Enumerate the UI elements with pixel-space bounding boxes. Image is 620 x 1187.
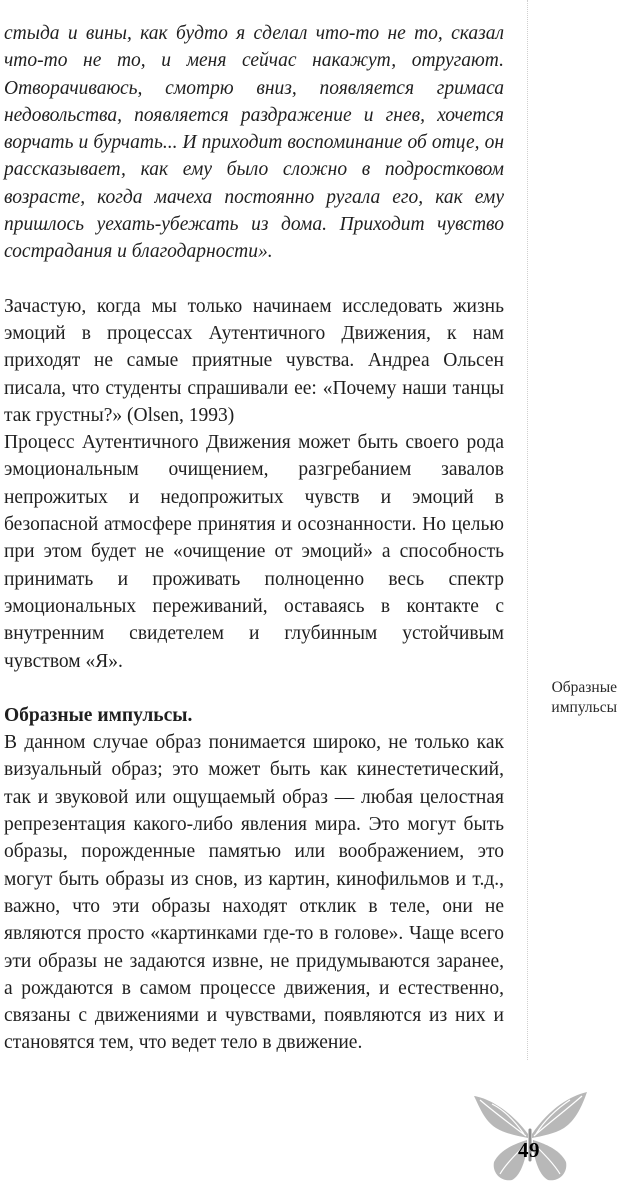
- paragraph-gap: [4, 675, 504, 702]
- paragraph-gap: [4, 266, 504, 293]
- page-number: 49: [518, 1138, 540, 1162]
- paragraph-cleansing: Процесс Аутентичного Движения может быть своего рода эмоциональным очищением, разгребанием завалов непрожитых и недопрожитых чувств и эмоций в безопасной атмосфере принятия и осознанности. Но целью при этом будет не «очищение от эмоций» а способность принимать и проживать полноценно весь спектр эмоциональных переживаний, оставаясь в контакте с внутренним свидетелем и глубинным устойчивым чувством «Я».: [4, 432, 504, 672]
- margin-note-line-2: импульсы: [551, 699, 617, 716]
- section-heading: Образные импульсы.: [4, 704, 193, 726]
- main-text-column: [4, 20, 504, 1057]
- margin-note: [545, 678, 617, 718]
- quote-continuation: стыда и вины, как будто я сделал что-то не то, сказал что-то не то, и меня сейчас накажут, отругают. Отворачиваюсь, смотрю вниз, появляется гримаса недовольства, появляется раздражение и гнев, хочется ворчать и бурчать... И приходит воспоминание об отце, он рассказывает, как ему было сложно в подростковом возрасте, когда мачеха постоянно ругала его, как ему пришлось уехать-убежать из дома. Приходит чувство сострадания и благодарности».: [4, 23, 504, 263]
- paragraph-images: В данном случае образ понимается широко, не только как визуальный образ; это может быть как кинестетический, так и звуковой или ощущаемый образ — любая целостная репрезентация какого-либо явления мира. Это могут быть образы, порожденные памятью или воображением, это могут быть образы из снов, из картин, кинофильмов и т.д., важно, что эти образы находят отклик в теле, они не являются просто «картинками где-то в голове». Чаще всего эти образы не задаются извне, не придумываются заранее, а рождаются в самом процессе движения, и естественно, связаны с движениями и чувствами, появляются из них и становятся тем, что ведет тело в движение.: [4, 732, 504, 1054]
- margin-dotted-rule: [527, 0, 528, 1060]
- margin-note-line-1: Образные: [551, 679, 617, 696]
- paragraph-emotions: Зачастую, когда мы только начинаем исследовать жизнь эмоций в процессах Аутентичного Движения, к нам приходят не самые приятные чувства. Андреа Ольсен писала, что студенты спрашивали ее: «Почему наши танцы так грустны?» (Olsen, 1993): [4, 295, 504, 426]
